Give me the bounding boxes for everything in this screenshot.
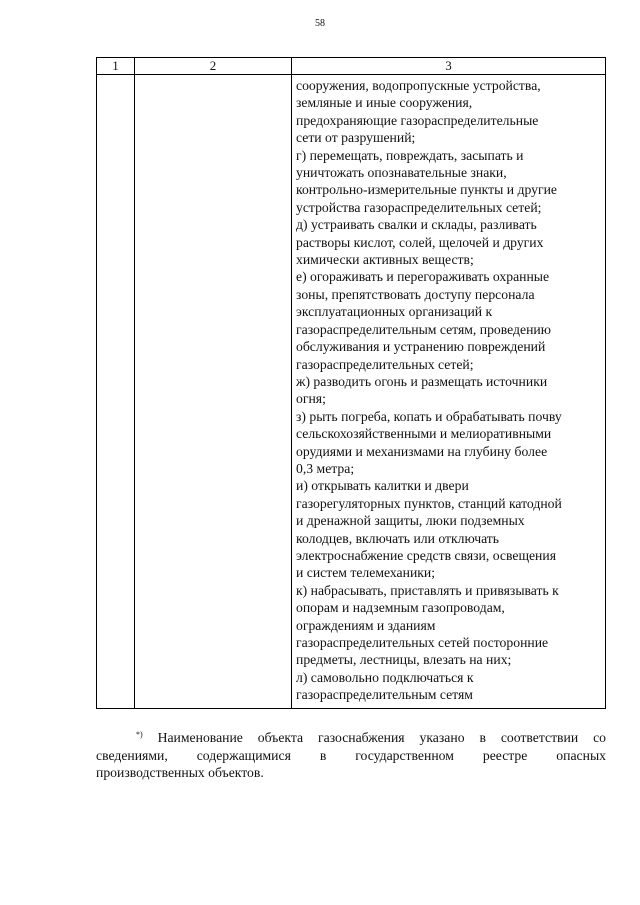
table-cell-col2 [135,75,292,709]
restrictions-text [292,75,605,704]
text-line: предохраняющие газораспределительные [296,112,539,128]
text-line: ограждениям и зданиям [296,617,436,633]
text-line: сети от разрушений; [296,130,416,146]
text-line: д) устраивать свалки и склады, разливать [296,217,537,233]
text-line: к) набрасывать, приставлять и привязывать к [296,582,559,598]
text-line: ж) разводить огонь и размещать источники [296,373,548,389]
table-header-row [97,58,606,75]
text-line: орудиями и механизмами на глубину более [296,443,548,459]
text-line: л) самовольно подключаться к [296,669,474,685]
text-line: опорам и надземным газопроводам, [296,600,505,616]
table-row [97,75,606,709]
text-line: химически активных веществ; [296,252,474,268]
text-line: 0,3 метра; [296,460,355,476]
text-line: огня; [296,391,326,407]
text-line: з) рыть погреба, копать и обрабатывать почву [296,408,562,424]
text-line: сельскохозяйственными и мелиоративными [296,426,552,442]
text-line: и) открывать калитки и двери [296,478,469,494]
table-cell-col1 [97,75,135,709]
text-line: контрольно-измерительные пункты и другие [296,182,557,198]
text-line: устройства газораспределительных сетей; [296,199,542,215]
text-line: растворы кислот, солей, щелочей и других [296,234,544,250]
text-line: газораспределительным сетям [296,687,473,703]
text-line: г) перемещать, повреждать, засыпать и [296,147,524,163]
text-line: предметы, лестницы, влезать на них; [296,652,512,668]
footnote-line [96,726,606,747]
text-line: земляные и иные сооружения, [296,95,473,111]
footnote-marker: *) [136,730,143,739]
text-line: и дренажной защиты, люки подземных [296,513,525,529]
footnote-line-text: Наименование объекта газоснабжения указано в соответствии со [157,730,606,745]
page-number: 58 [315,18,325,29]
text-line: зоны, препятствовать доступу персонала [296,286,535,302]
column-header-1: 1 [97,58,135,75]
table-cell-col3 [292,75,606,709]
text-line: эксплуатационных организаций к [296,304,493,320]
text-line: электроснабжение средств связи, освещения [296,547,557,563]
text-line: колодцев, включать или отключать [296,530,500,546]
text-line: обслуживания и устранению повреждений [296,339,546,355]
column-header-2: 2 [135,58,292,75]
footnote-line: сведениями, содержащимися в государственном реестре опасных [96,747,606,763]
text-line: газораспределительных сетей посторонние [296,635,549,650]
text-line: уничтожать опознавательные знаки, [296,165,507,181]
footnote [96,726,606,782]
requirements-table [96,57,606,709]
text-line: газораспределительных сетей; [296,356,474,372]
text-line: газораспределительным сетям, проведению [296,321,551,337]
text-line: е) огораживать и перегораживать охранные [296,269,550,285]
text-line: сооружения, водопропускные устройства, [296,78,541,93]
text-line: и систем телемеханики; [296,565,436,581]
footnote-line: производственных объектов. [96,765,264,780]
text-line: газорегуляторных пунктов, станций катодной [296,495,562,511]
column-header-3: 3 [292,58,606,75]
